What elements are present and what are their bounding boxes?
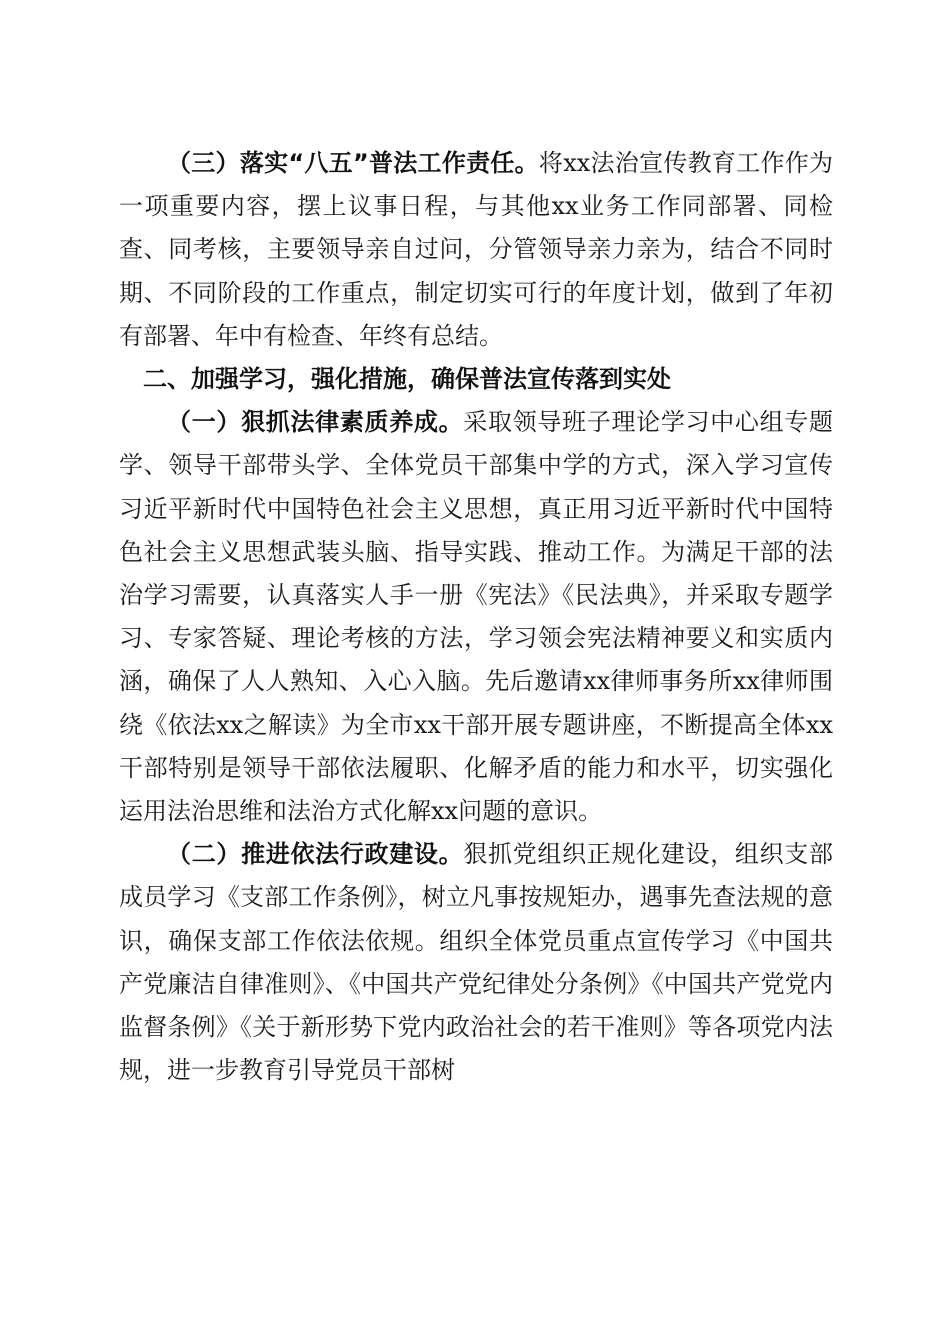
paragraph-administration: [119, 833, 833, 1092]
document-body: [119, 142, 833, 1092]
paragraph-lead: （三）落实“八五”普法工作责任。: [167, 149, 539, 177]
section-heading: 二、加强学习，强化措施，确保普法宣传落到实处: [143, 365, 671, 394]
paragraph-text: 狠抓党组织正规化建设，组织支部成员学习《支部工作条例》，树立凡事按规矩办，遇事先查法规的意识，确保支部工作依法依规。组织全体党员重点宣传学习《中国共产党廉洁自律准则》、《中国共产党纪律处分条例》《中国共产党党内监督条例》《关于新形势下党内政治社会的若干准则》等各项党内法规，进一步教育引导党员干部树: [119, 840, 834, 1085]
paragraph-responsibility: [119, 142, 833, 358]
paragraph-lead: （一）狠抓法律素质养成。: [167, 408, 464, 437]
paragraph-lead: （二）推进依法行政建设。: [167, 840, 464, 869]
paragraph-text: 将xx法治宣传教育工作作为一项重要内容，摆上议事日程，与其他xx业务工作同部署、同检查、同考核，主要领导亲自过问，分管领导亲力亲为，结合不同时期、不同阶段的工作重点，制定切实可行的年度计划，做到了年初有部署、年中有检查、年终有总结。: [119, 149, 833, 350]
paragraph-legal-quality: [119, 401, 833, 833]
paragraph-text: 采取领导班子理论学习中心组专题学、领导干部带头学、全体党员干部集中学的方式，深入学习宣传习近平新时代中国特色社会主义思想，真正用习近平新时代中国特色社会主义思想武装头脑、指导实践、推动工作。为满足干部的法治学习需要，认真落实人手一册《宪法》《民法典》，并采取专题学习、专家答疑、理论考核的方法，学习领会宪法精神要义和实质内涵，确保了人人熟知、入心入脑。先后邀请xx律师事务所xx律师围绕《依法xx之解读》为全市xx干部开展专题讲座，不断提高全体xx干部特别是领导干部依法履职、化解矛盾的能力和水平，切实强化运用法治思维和法治方式化解xx问题的意识。: [119, 408, 834, 826]
